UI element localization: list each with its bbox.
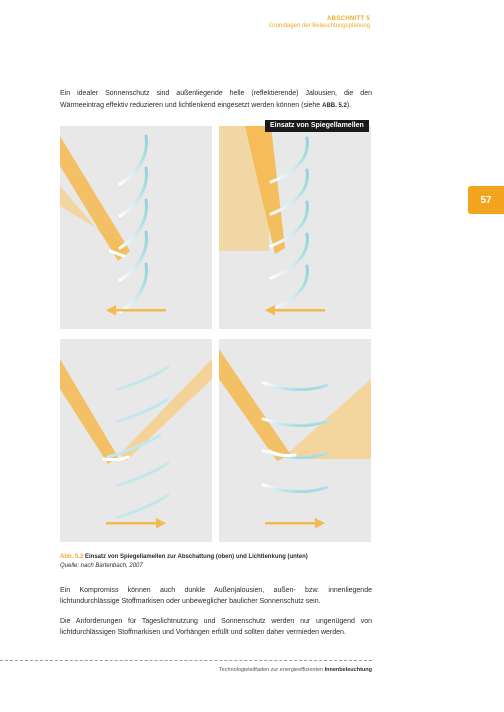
arrow-left xyxy=(106,305,166,316)
intro-end: ). xyxy=(346,102,352,109)
section-subtitle: Grundlagen der Beleuchtungsplanung xyxy=(268,23,370,29)
footer-text: Technologieleitfaden zur energieeffizienten xyxy=(218,667,325,673)
arrow-left xyxy=(265,305,325,316)
footer-bold: Innenbeleuchtung xyxy=(324,667,372,673)
page-number-tab: 57 xyxy=(468,186,504,214)
section-label: ABSCHNITT 5 xyxy=(327,16,370,22)
caption-title: Einsatz von Spiegellamellen zur Abschattung (oben) und Lichtlenkung (unten) xyxy=(85,554,308,560)
body-paragraph: Die Anforderungen für Tageslichtnutzung und Sonnenschutz werden nur ungenügend von lichtdurchlässigen Stoffmarkisen und Vorhängen erfüllt und sollten daher vermieden werden. xyxy=(60,618,372,636)
body-paragraph: Ein Kompromiss können auch dunkle Außenjalousien, außen- bzw. innenliegende lichtundurchlässige Stoffmarkisen oder unbeweglicher baulicher Sonnenschutz sein. xyxy=(60,587,372,605)
running-header xyxy=(269,16,370,29)
intro-text: Ein idealer Sonnenschutz sind außenliegende helle (reflektierende) Jalousien, die den Wärmeeintrag effektiv reduzieren und lichtlenkend eingesetzt werden können (siehe xyxy=(60,90,372,109)
illustration-shading-left xyxy=(60,126,212,329)
reflected-light-beam xyxy=(120,359,212,461)
running-footer xyxy=(219,667,372,673)
footer-divider xyxy=(0,660,372,661)
figure-label: Einsatz von Spiegellamellen xyxy=(265,120,369,132)
illustration-redirection-right xyxy=(219,339,371,542)
caption-number: Abb. 5.2 xyxy=(60,554,84,560)
sunlight-beam xyxy=(60,359,118,464)
arrow-right xyxy=(106,518,166,529)
illustration-shading-right xyxy=(219,126,371,329)
illustration-redirection-left xyxy=(60,339,212,542)
figure-reference: ABB. 5.2 xyxy=(322,103,347,109)
figure-caption xyxy=(60,553,390,571)
intro-paragraph xyxy=(60,88,372,112)
caption-source: Quelle: nach Bartenbach, 2007 xyxy=(60,563,143,569)
figure-spiegellamellen xyxy=(60,120,372,544)
mirror-slats xyxy=(120,136,146,312)
arrow-right xyxy=(265,518,325,529)
sunlight-beam xyxy=(219,349,291,461)
